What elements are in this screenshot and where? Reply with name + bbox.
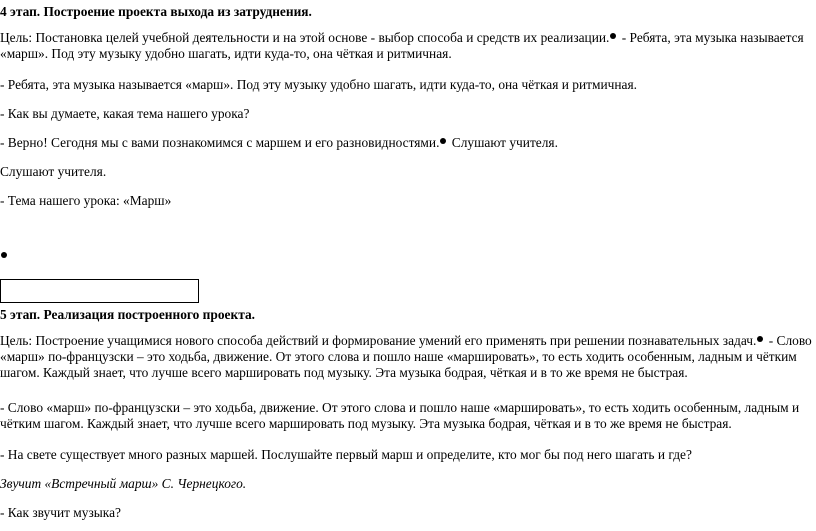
stage4-paragraph-5: - Тема нашего урока: «Марш» [0,193,172,208]
stage4-paragraph-2: - Как вы думаете, какая тема нашего урока? [0,106,250,121]
stage5-music-note: Звучит «Встречный марш» С. Чернецкого. [0,476,247,491]
standalone-bullet [0,249,812,265]
bullet-icon [610,33,616,39]
bullet-icon [1,252,7,258]
stage4-goal-tail: - Ребята, эта музыка называется «марш». Под эту музыку удобно шагать, идти куда-то, она чёткая и ритмичная. [0,30,804,62]
empty-text-box[interactable] [0,279,199,303]
stage5-paragraph-1: - Слово «марш» по-французски – это ходьба, движение. От этого слова и пошло наше «маршировать», то есть ходить особенным, ладным и чётким шагом. Каждый знает, что лучше всего маршировать под музыку. Эта музыка бодрая, чёткая и в то же время не быстрая. [0,400,800,432]
stage4-paragraph-3-tail: Слушают учителя. [448,135,558,150]
stage4-heading: 4 этап. Построение проекта выхода из затруднения. [0,4,312,19]
stage4-goal [0,30,812,62]
bullet-icon [757,336,763,342]
stage5-paragraph-4: - Как звучит музыка? [0,505,121,520]
stage5-paragraph-2: - На свете существует много разных маршей. Послушайте первый марш и определите, кто мог бы под него шагать и где? [0,447,692,462]
stage5-goal-text: Цель: Построение учащимися нового способа действий и формирование умений его применять при решении познавательных задач. [0,333,757,348]
stage4-paragraph-3 [0,135,812,151]
stage5-goal [0,333,812,381]
stage5-heading: 5 этап. Реализация построенного проекта. [0,307,255,322]
stage4-paragraph-1: - Ребята, эта музыка называется «марш». Под эту музыку удобно шагать, идти куда-то, она чёткая и ритмичная. [0,77,637,92]
stage4-paragraph-3-text: - Верно! Сегодня мы с вами познакомимся с маршем и его разновидностями. [0,135,440,150]
stage4-goal-text: Цель: Постановка целей учебной деятельности и на этой основе - выбор способа и средств их реализации. [0,30,610,45]
stage5-goal-tail: - Слово «марш» по-французски – это ходьба, движение. От этого слова и пошло наше «маршировать», то есть ходить особенным, ладным и чётким шагом. Каждый знает, что лучше всего маршировать под музыку. Эта музыка бодрая, чёткая и в то же время не быстрая. [0,333,812,381]
bullet-icon [440,138,446,144]
stage4-paragraph-4: Слушают учителя. [0,164,107,179]
